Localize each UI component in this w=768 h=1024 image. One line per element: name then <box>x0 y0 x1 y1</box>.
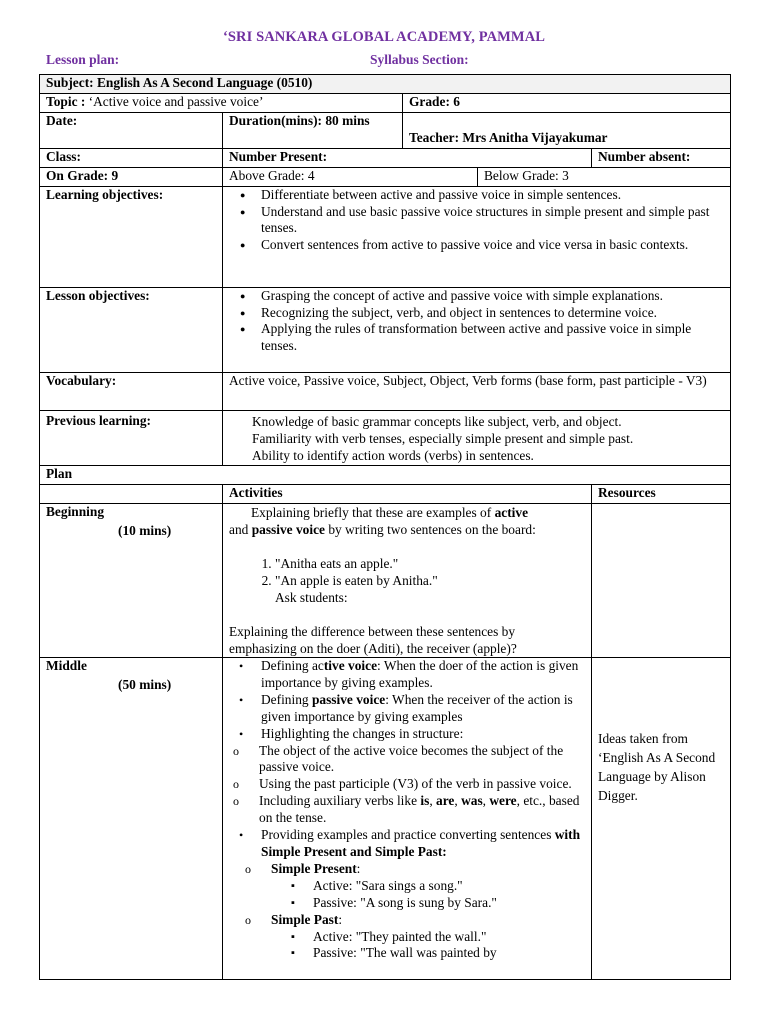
above-grade-cell: Above Grade: 4 <box>223 168 478 187</box>
number-absent-cell: Number absent: <box>592 149 731 168</box>
previous-learning-cell <box>223 411 731 466</box>
middle-label: Middle <box>46 658 87 673</box>
previous-learning-label: Previous learning: <box>40 411 223 466</box>
vocabulary-cell: Active voice, Passive voice, Subject, Object, Verb forms (base form, past participle - V3) <box>223 373 731 411</box>
list-item: o The object of the active voice becomes the subject of the passive voice. <box>259 743 585 777</box>
lesson-objectives-label: Lesson objectives: <box>40 288 223 373</box>
grade-cell: Grade: 6 <box>403 94 731 113</box>
date-row <box>40 113 731 149</box>
previous-learning-line: Ability to identify action words (verbs) in sentences. <box>252 448 534 463</box>
item-text: Defining <box>261 691 312 707</box>
item-text: Providing examples and practice converting sentences <box>261 827 555 843</box>
list-item: ▪ Passive: "The wall was painted by <box>313 945 585 962</box>
duration-cell: Duration(mins): 80 mins <box>223 113 403 149</box>
subject-row <box>40 75 731 94</box>
school-name: ‘SRI SANKARA GLOBAL ACADEMY, PAMMAL <box>222 29 546 45</box>
lesson-objectives-cell <box>223 288 731 373</box>
on-grade-cell: On Grade: 9 <box>40 168 223 187</box>
tense-label: Simple Present <box>271 860 357 876</box>
plan-label: Plan <box>40 466 731 485</box>
middle-resources: Ideas taken from ‘English As A Second Language by Alison Digger. <box>592 658 731 980</box>
list-item: ● Differentiate between active and passive voice in simple sentences. <box>261 187 724 204</box>
lesson-plan-table <box>39 74 731 980</box>
beginning-duration: (10 mins) <box>118 522 172 538</box>
list-item: o Including auxiliary verbs like is, are, was, were, etc., based on the tense. <box>259 793 585 827</box>
list-item <box>261 827 585 861</box>
beginning-explain: Explaining the difference between these sentences by emphasizing on the doer (Aditi), the receiver (apple)? <box>229 624 517 656</box>
class-cell: Class: <box>40 149 223 168</box>
list-item: ▪ Active: "Sara sings a song." <box>313 878 585 895</box>
list-item: ▪ Active: "They painted the wall." <box>313 929 585 946</box>
beginning-label: Beginning <box>46 504 105 519</box>
lesson-plan-label: Lesson plan: <box>46 52 120 67</box>
aux-verb: is <box>420 793 430 809</box>
subject-cell: Subject: English As A Second Language (0510) <box>40 75 731 94</box>
grades-row <box>40 168 731 187</box>
topic-cell <box>40 94 403 113</box>
simple-present-examples <box>229 878 585 912</box>
list-item: o Simple Present: <box>271 861 585 878</box>
learning-objectives-list <box>229 187 724 253</box>
plan-header-row <box>40 485 731 504</box>
tense-label: Simple Past <box>271 911 339 927</box>
date-cell: Date: <box>40 113 223 149</box>
middle-duration: (50 mins) <box>118 676 172 692</box>
beginning-row <box>40 504 731 658</box>
item-text: etc., based on the tense. <box>259 793 580 826</box>
list-item: ● Understand and use basic passive voice structures in simple present and simple past tenses. <box>261 204 724 237</box>
intro-text: and <box>229 522 252 537</box>
lesson-objectives-list <box>229 288 724 354</box>
aux-verb: was <box>461 793 483 809</box>
middle-activities <box>223 658 592 980</box>
item-text: : When the receiver of the action is given importance by giving examples <box>261 691 573 724</box>
previous-learning-line: Knowledge of basic grammar concepts like subject, verb, and object. <box>252 414 622 429</box>
plan-row <box>40 466 731 485</box>
topic-value: ‘Active voice and passive voice’ <box>85 94 264 109</box>
middle-list-2 <box>229 827 585 861</box>
list-item: • Highlighting the changes in structure: <box>261 726 585 743</box>
list-item <box>261 658 585 692</box>
beginning-stage <box>40 504 223 658</box>
intro-text: Explaining briefly that these are examples of <box>251 505 495 520</box>
vocabulary-row <box>40 373 731 411</box>
intro-bold: passive voice <box>251 522 325 537</box>
item-bold: passive voice <box>311 691 386 707</box>
list-item: ▪ Passive: "A song is sung by Sara." <box>313 895 585 912</box>
previous-learning-row <box>40 411 731 466</box>
topic-label: Topic : <box>46 94 86 109</box>
below-grade-cell: Below Grade: 3 <box>478 168 731 187</box>
learning-objectives-row <box>40 187 731 288</box>
class-row <box>40 149 731 168</box>
topic-row <box>40 94 731 113</box>
previous-learning-line: Familiarity with verb tenses, especially simple present and simple past. <box>252 431 634 446</box>
list-item <box>261 692 585 726</box>
syllabus-section-label: Syllabus Section: <box>370 52 469 67</box>
middle-stage <box>40 658 223 980</box>
item-text: Including auxiliary verbs like <box>259 793 421 809</box>
middle-list <box>229 658 585 743</box>
list-item: ● Convert sentences from active to passive voice and vice versa in basic contexts. <box>261 237 724 254</box>
simple-past-examples <box>229 929 585 963</box>
item-bold: with Simple Present and Simple Past: <box>261 827 581 859</box>
vocabulary-label: Vocabulary: <box>40 373 223 411</box>
learning-objectives-cell <box>223 187 731 288</box>
example-sentences <box>229 555 585 589</box>
list-item: 1. "Anitha eats an apple." <box>275 555 585 572</box>
aux-verb: were <box>489 793 517 809</box>
item-bold: tive voice <box>323 658 378 673</box>
list-item: 2. "An apple is eaten by Anitha." <box>275 572 585 589</box>
list-item: o Simple Past: <box>271 912 585 929</box>
learning-objectives-label: Learning objectives: <box>40 187 223 288</box>
intro-text: by writing two sentences on the board: <box>324 522 536 537</box>
list-item: ● Grasping the concept of active and passive voice with simple explanations. <box>261 288 724 305</box>
ask-students: Ask students: <box>275 590 348 605</box>
middle-row <box>40 658 731 980</box>
list-item: ● Applying the rules of transformation between active and passive voice in simple tenses. <box>261 321 724 354</box>
intro-bold: active <box>494 505 529 520</box>
beginning-resources <box>592 504 731 658</box>
structure-changes <box>229 743 585 828</box>
plan-stage-header <box>40 485 223 504</box>
item-text: Defining ac <box>261 658 324 673</box>
beginning-intro-2 <box>229 521 585 538</box>
number-present-cell: Number Present: <box>223 149 592 168</box>
activities-header: Activities <box>223 485 592 504</box>
aux-verb: are <box>436 793 455 809</box>
beginning-activities <box>223 504 592 658</box>
tense-examples-2 <box>229 912 585 929</box>
list-item: o Using the past participle (V3) of the verb in passive voice. <box>259 776 585 793</box>
list-item: ● Recognizing the subject, verb, and object in sentences to determine voice. <box>261 305 724 322</box>
beginning-intro <box>229 504 585 521</box>
teacher-cell: Teacher: Mrs Anitha Vijayakumar <box>403 113 731 149</box>
tense-examples <box>229 861 585 878</box>
item-text: : When the doer of the action is given importance by giving examples. <box>261 658 579 690</box>
lesson-objectives-row <box>40 288 731 373</box>
resources-header: Resources <box>592 485 731 504</box>
